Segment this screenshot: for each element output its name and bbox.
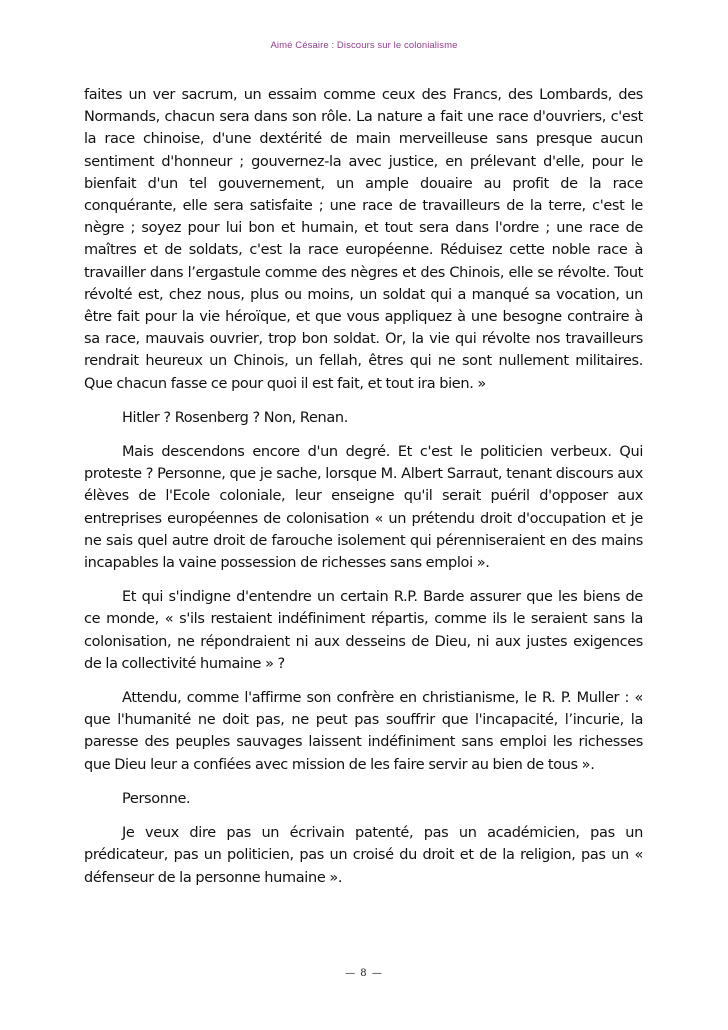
paragraph-continuation: faites un ver sacrum, un essaim comme ceux des Francs, des Lombards, des Normands, chacun sera dans son rôle. La nature a fait une race d'ouvriers, c'est la race chinoise, d'une dextérité de main merveilleuse sans presque aucun sentiment d'honneur ; gouvernez-la avec justice, en prélevant d'elle, pour le bienfait d'un tel gouvernement, un ample douaire au profit de la race conquérante, elle sera satisfaite ; une race de travailleurs de la terre, c'est le nègre ; soyez pour lui bon et humain, et tout sera dans l'ordre ; une race de maîtres et de soldats, c'est la race européenne. Réduisez cette noble race à travailler dans l’ergastule comme des nègres et des Chinois, elle se révolte. Tout révolté est, chez nous, plus ou moins, un soldat qui a manqué sa vocation, un être fait pour la vie héroïque, et que vous appliquez à une besogne contraire à sa race, mauvais ouvrier, trop bon soldat. Or, la vie qui révolte nos travailleurs rendrait heureux un Chinois, un fellah, êtres qui ne sont nullement militaires. Que chacun fasse ce pour quoi il est fait, et tout ira bien. » <box>84 87 643 392</box>
body-text <box>84 84 643 889</box>
paragraph-sarraut: Mais descendons encore d'un degré. Et c'est le politicien verbeux. Qui proteste ? Personne, que je sache, lorsque M. Albert Sarraut, tenant discours aux élèves de l'Ecole coloniale, leur enseigne qu'il serait puéril d'opposer aux entreprises européennes de colonisation « un prétendu droit d'occupation et je ne sais quel autre droit de farouche isolement qui pérenniseraient en des mains incapables la vaine possession de richesses sans emploi ». <box>84 444 643 572</box>
running-header: Aimé Césaire : Discours sur le colonialisme <box>270 40 458 51</box>
paragraph-renan: Hitler ? Rosenberg ? Non, Renan. <box>122 409 348 426</box>
page-number: — 8 — <box>345 968 383 979</box>
paragraph-conclusion: Je veux dire pas un écrivain patenté, pas un académicien, pas un prédicateur, pas un politicien, pas un croisé du droit et de la religion, pas un « défenseur de la personne humaine ». <box>84 825 643 886</box>
paragraph-barde: Et qui s'indigne d'entendre un certain R.P. Barde assurer que les biens de ce monde, « s'ils restaient indéfiniment répartis, comme ils le seraient sans la colonisation, ne répondraient ni aux desseins de Dieu, ni aux justes exigences de la collectivité humaine » ? <box>84 589 643 672</box>
paragraph-muller: Attendu, comme l'affirme son confrère en christianisme, le R. P. Muller : « que l'humanité ne doit pas, ne peut pas souffrir que l'incapacité, l’incurie, la paresse des peuples sauvages laissent indéfiniment sans emploi les richesses que Dieu leur a confiées avec mission de les faire servir au bien de tous ». <box>84 690 643 773</box>
paragraph-personne: Personne. <box>122 790 191 807</box>
